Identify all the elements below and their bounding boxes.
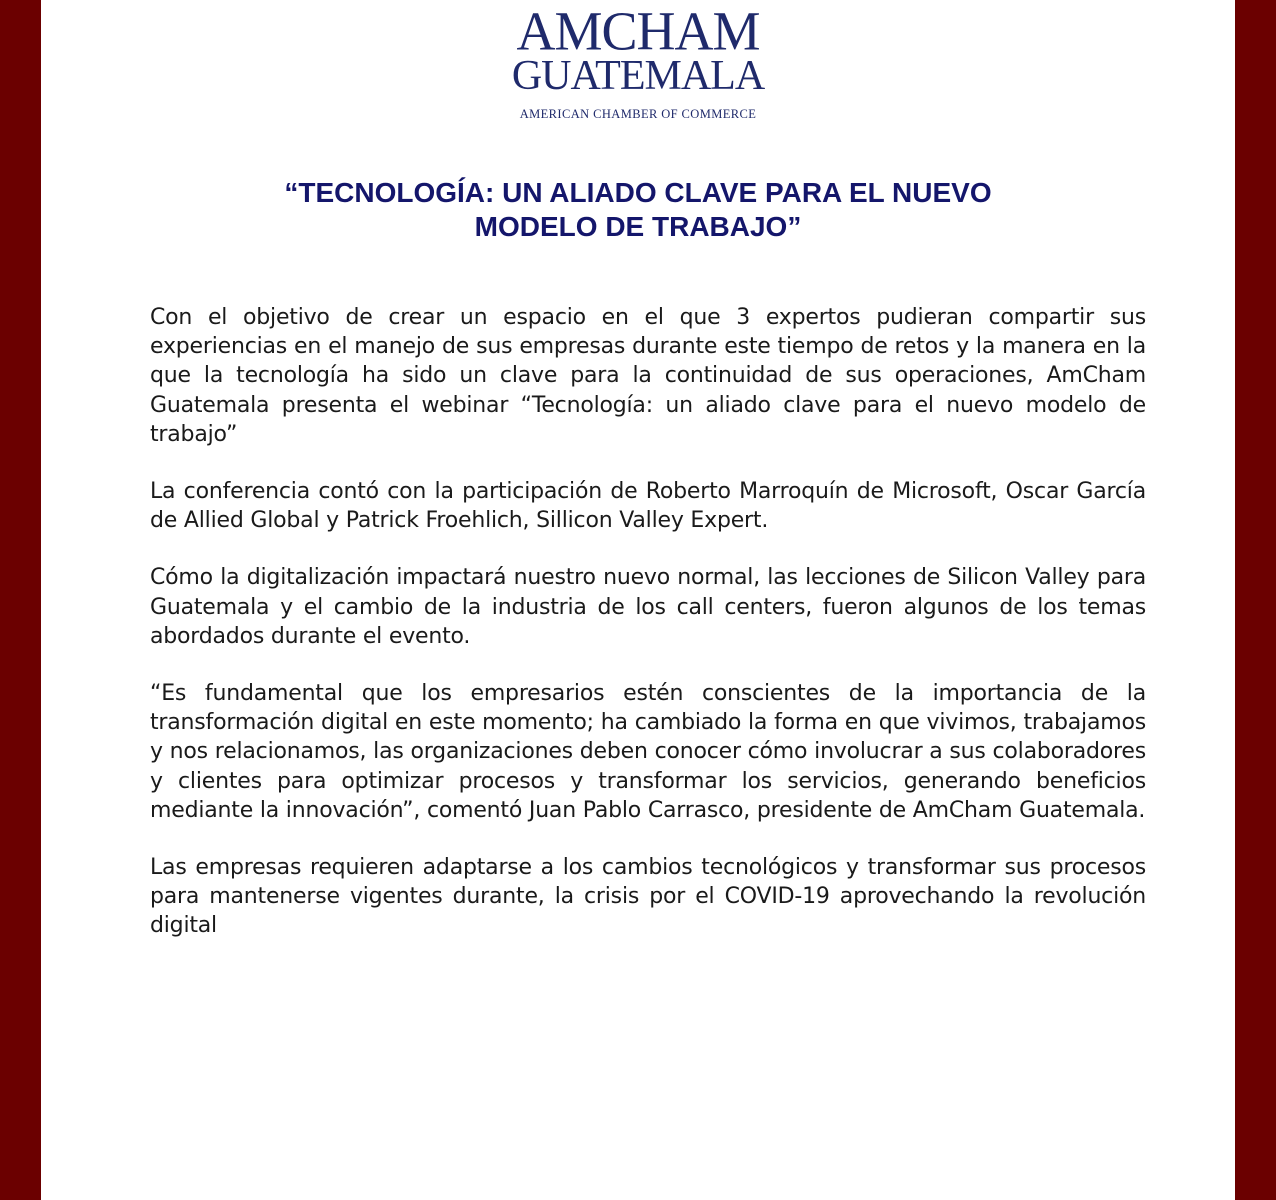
logo-line-guatemala: GUATEMALA (511, 53, 765, 99)
paragraph-2: La conferencia contó con la participación de Roberto Marroquín de Microsoft, Oscar García de Allied Global y Patrick Froehlich, Sillicon Valley Expert. (150, 479, 1146, 534)
logo-line-amcham: AMCHAM (516, 0, 760, 62)
title-line-2: MODELO DE TRABAJO” (474, 211, 802, 242)
paragraph-4: “Es fundamental que los empresarios estén conscientes de la importancia de la transformación digital en este momento; ha cambiado la forma en que vivimos, trabajamos y nos relacionamos, las organizaciones deben conocer cómo involucrar a sus colaboradores y clientes para optimizar procesos y transformar los servicios, generando beneficios mediante la innovación”, comentó Juan Pablo Carrasco, presidente de AmCham Guatemala. (150, 681, 1146, 823)
document-body (150, 303, 1146, 969)
left-border (0, 0, 41, 1200)
paragraph-3: Cómo la digitalización impactará nuestro nuevo normal, las lecciones de Silicon Valley para Guatemala y el cambio de la industria de los call centers, fueron algunos de los temas abordados durante el evento. (150, 565, 1146, 649)
paragraph-5: Las empresas requieren adaptarse a los cambios tecnológicos y transformar sus procesos para mantenerse vigentes durante, la crisis por el COVID-19 aprovechando la revolución digital (150, 855, 1146, 939)
document-page (41, 0, 1235, 1200)
document-title (41, 176, 1235, 244)
amcham-logo (41, 0, 1235, 122)
paragraph-1: Con el objetivo de crear un espacio en el que 3 expertos pudieran compartir sus experiencias en el manejo de sus empresas durante este tiempo de retos y la manera en la que la tecnología ha sido un clave para la continuidad de sus operaciones, AmCham Guatemala presenta el webinar “Tecnología: un aliado clave para el nuevo modelo de trabajo” (150, 305, 1146, 447)
title-line-1: “TECNOLOGÍA: UN ALIADO CLAVE PARA EL NUEVO (284, 177, 992, 208)
right-border (1235, 0, 1276, 1200)
logo-tagline: AMERICAN CHAMBER OF COMMERCE (519, 107, 757, 121)
